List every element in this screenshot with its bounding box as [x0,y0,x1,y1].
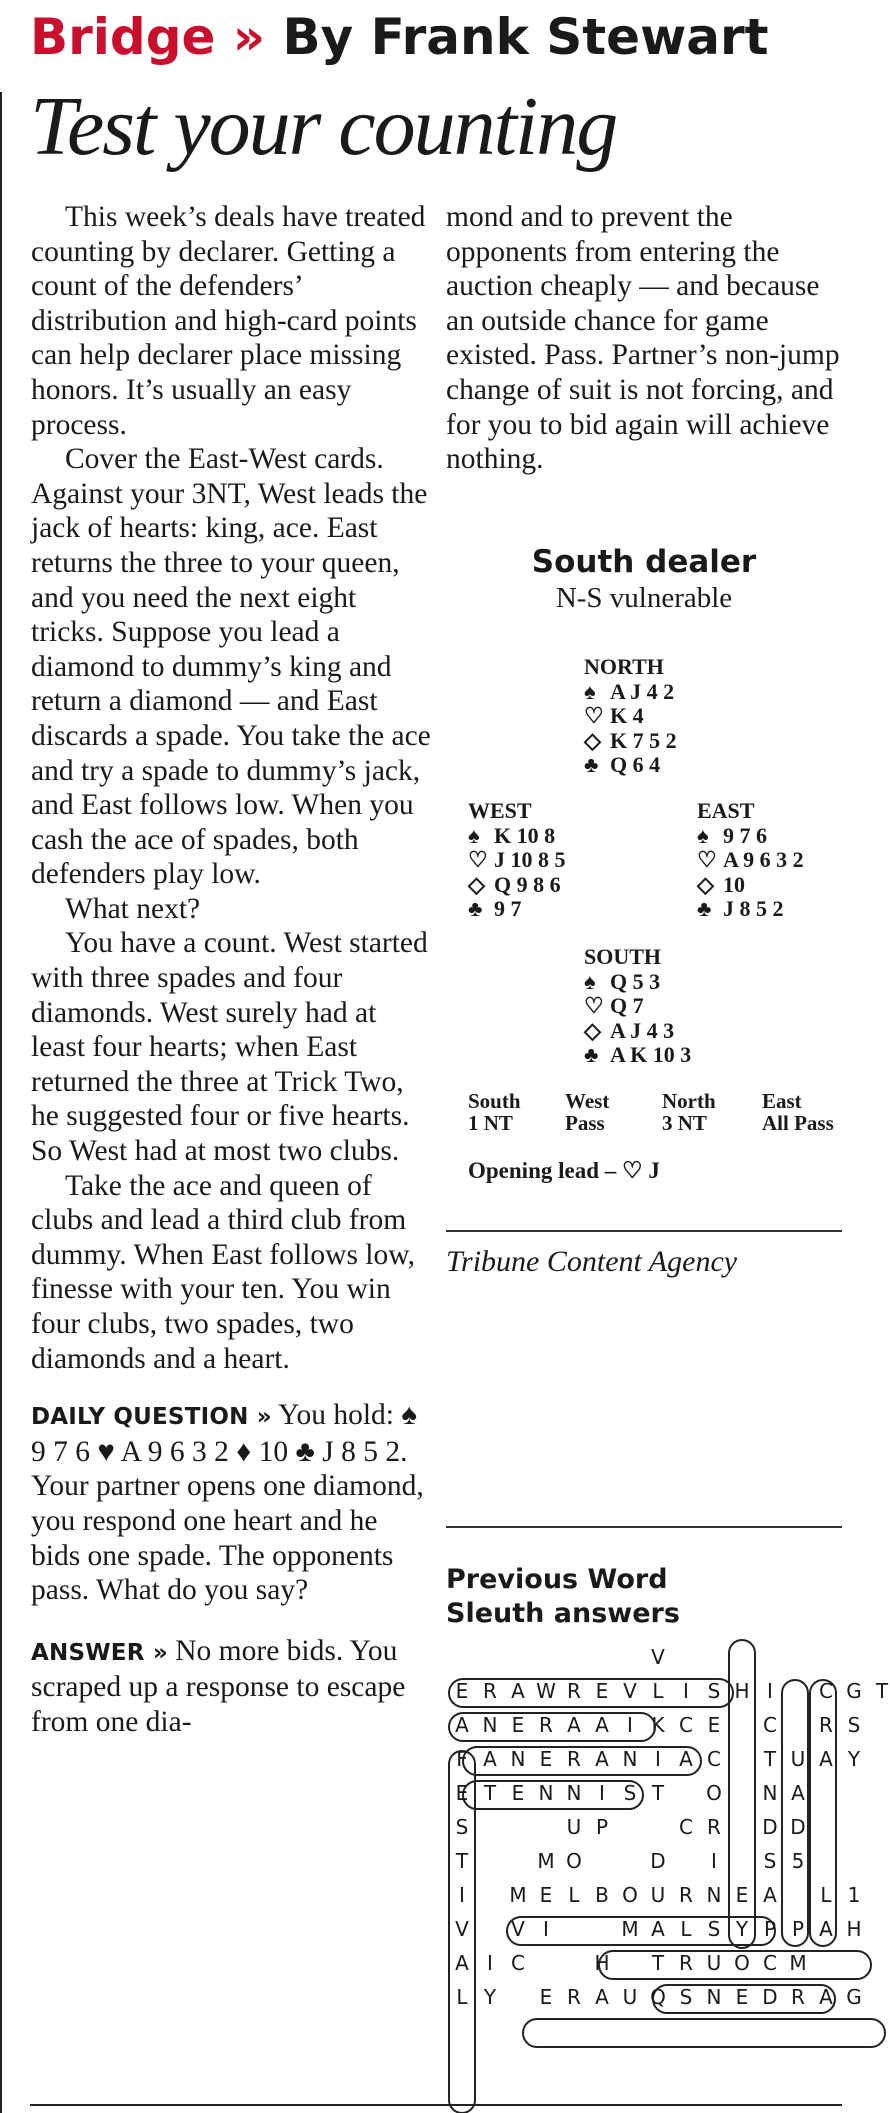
word-sleuth-letter: O [734,1951,750,1975]
word-sleuth-letter: E [511,1781,525,1805]
hand-name: EAST [697,798,755,823]
auction-call: All Pass [762,1111,834,1135]
word-sleuth-letter: T [651,1951,665,1975]
word-sleuth-letter: S [455,1815,469,1839]
word-sleuth-letter: A [595,1713,609,1737]
bottom-rule [30,2104,842,2106]
word-sleuth-letter: E [595,1679,609,1703]
east-spades: 9 7 6 [723,822,767,848]
word-sleuth-letter: L [820,1883,832,1907]
word-sleuth-letter: A [819,1747,833,1771]
club-icon: ♣ [697,896,712,921]
word-sleuth-letter: I [459,1883,465,1907]
word-sleuth-letter: I [627,1713,633,1737]
word-sleuth-letter: O [622,1883,638,1907]
word-sleuth-letter: H [734,1679,750,1703]
heart-icon: ♡ [468,847,488,872]
word-sleuth-letter: E [539,1747,553,1771]
word-sleuth-letter: 5 [791,1849,805,1873]
word-sleuth-letter: E [735,1883,749,1907]
word-sleuth-letter: A [819,1985,833,2009]
word-sleuth-letter: E [539,1985,553,2009]
word-sleuth-letter: V [455,1917,469,1941]
paragraph-intro: This week’s deals have treated counting by declarer. Getting a count of the defenders’ distribution and high-card points can help declarer place missing honors. It’s usually an easy process. [31,201,426,441]
opening-lead: Opening lead – ♡ J [468,1158,660,1183]
daily-question-label: DAILY QUESTION » [31,1404,272,1431]
word-sleuth-letter: V [623,1679,637,1703]
word-sleuth-letter: R [679,1883,693,1907]
word-sleuth-letter: T [763,1747,777,1771]
heart-icon: ♡ [584,703,604,728]
word-sleuth-letter: I [543,1917,549,1941]
hand-name: SOUTH [584,944,662,969]
south-hearts: Q 7 [610,993,644,1018]
auction-column [565,1090,609,1134]
answer-text: No more bids. You scraped up a response to escape from one dia- [31,1634,406,1738]
paragraph-play: Cover the East-West cards. Against your 3NT, West leads the jack of hearts: king, ace. East returns the three to your queen, and you need the next eight tricks. Suppose you lead a diamond to dummy’s king and return a diamond — and East discards a spade. You take the ace and try a spade to dummy’s jack, and East follows low. When you cash the ace of spades, both defenders play low. [31,443,431,891]
west-clubs: 9 7 [494,896,522,921]
word-sleuth-letter: R [539,1713,553,1737]
diamond-icon: ◇ [584,1017,601,1043]
club-icon: ♣ [584,1042,599,1067]
word-sleuth-letter: I [487,1951,493,1975]
south-diamonds: A J 4 3 [610,1017,675,1043]
word-sleuth-letter: S [679,1985,693,2009]
word-sleuth-letter: S [707,1917,721,1941]
west-diamonds: Q 9 8 6 [494,871,561,897]
agency-credit: Tribune Content Agency [446,1245,738,1278]
hand-east [697,799,804,922]
diamond-icon: ◇ [584,727,601,753]
word-sleuth-letter: N [706,1985,722,2009]
spade-icon: ♠ [697,822,709,848]
word-sleuth-letter: K [651,1713,665,1737]
word-sleuth-letter: C [511,1951,525,1975]
hand-south [584,945,691,1068]
word-sleuth-letter: I [655,1747,661,1771]
north-clubs: Q 6 4 [610,752,661,777]
word-sleuth-letter: L [568,1883,580,1907]
word-sleuth-letter: A [651,1917,665,1941]
spade-icon: ♠ [468,822,480,848]
word-sleuth-letter: P [791,1917,805,1941]
word-sleuth-letter: V [651,1645,665,1669]
word-sleuth-letter: D [762,1985,778,2009]
word-sleuth-letter: 1 [847,1883,861,1907]
word-sleuth-letter: N [482,1713,498,1737]
column-header [30,8,769,66]
word-sleuth-letter: S [847,1713,861,1737]
word-sleuth-letter: G [846,1679,862,1703]
spade-icon: ♠ [584,678,596,704]
word-sleuth-letter: U [790,1747,806,1771]
word-sleuth-letter: U [566,1815,582,1839]
south-spades: Q 5 3 [610,968,661,994]
word-sleuth-letter: S [707,1679,721,1703]
paragraph-count: You have a count. West started with three spades and four diamonds. West surely had at least four hearts; when East returned the three at Trick Two, he suggested four or five hearts. So West had at most two clubs. [31,927,428,1168]
word-sleuth-letter: W [536,1679,556,1703]
north-diamonds: K 7 5 2 [610,727,677,753]
divider [446,1526,842,1528]
word-sleuth-letter: G [846,1985,862,2009]
word-sleuth-letter: F [456,1747,468,1771]
word-sleuth-letter: A [791,1781,805,1805]
word-sleuth-letter: A [595,1747,609,1771]
word-sleuth-letter: T [455,1849,469,1873]
diamond-icon: ◇ [697,871,714,897]
word-sleuth-letter: A [819,1917,833,1941]
word-sleuth-letter: B [595,1883,609,1907]
word-sleuth-letter: R [819,1713,833,1737]
hand-north [584,655,677,778]
word-sleuth-letter: M [537,1849,555,1873]
auction-column [468,1090,521,1134]
word-sleuth-letter: A [763,1883,777,1907]
divider [446,1230,842,1232]
word-sleuth-letter: Y [735,1917,749,1941]
word-sleuth-letter: C [763,1951,777,1975]
word-sleuth-letter: C [679,1815,693,1839]
heart-icon: ♡ [584,993,604,1018]
auction-call: 1 NT [468,1111,513,1135]
club-icon: ♣ [468,896,483,921]
word-sleuth-letter: D [790,1815,806,1839]
word-sleuth-letter: E [511,1713,525,1737]
word-sleuth-letter: A [567,1713,581,1737]
word-sleuth-letter: T [483,1781,497,1805]
north-spades: A J 4 2 [610,678,675,704]
hand-name: WEST [468,798,532,823]
word-sleuth-letter: R [567,1747,581,1771]
word-sleuth-letter: T [651,1781,665,1805]
word-sleuth-letter: C [707,1747,721,1771]
auction-seat: South [468,1089,521,1113]
word-sleuth-letter: N [706,1883,722,1907]
word-sleuth-letter: E [707,1713,721,1737]
left-column-rule [0,92,2,2113]
heading-line: Sleuth answers [446,1598,680,1629]
word-sleuth-letter: A [511,1679,525,1703]
word-sleuth-letter: E [455,1781,469,1805]
auction-seat: West [565,1089,610,1113]
south-clubs: A K 10 3 [610,1042,692,1067]
word-sleuth-letter: R [483,1679,497,1703]
word-sleuth-letter: R [567,1985,581,2009]
paragraph-solution: Take the ace and queen of clubs and lead a third club from dummy. When East follows low, finesse with your ten. You win four clubs, two spades, two diamonds and a heart. [31,1169,416,1375]
previous-answers-heading [446,1563,680,1631]
answer-loop [523,2019,885,2047]
word-sleuth-letter: A [455,1951,469,1975]
word-sleuth-letter: H [594,1951,610,1975]
word-sleuth-letter: A [483,1747,497,1771]
word-sleuth-letter: R [791,1985,805,2009]
word-sleuth-letter: A [455,1713,469,1737]
word-sleuth-letter: N [762,1781,778,1805]
word-sleuth-letter: U [650,1883,666,1907]
word-sleuth-letter: A [595,1985,609,2009]
word-sleuth-letter: C [763,1713,777,1737]
auction-call: Pass [565,1111,605,1135]
word-sleuth-letter: I [767,1679,773,1703]
heart-icon: ♡ [697,847,717,872]
word-sleuth-letter: M [621,1917,639,1941]
word-sleuth-letter: N [538,1781,554,1805]
article-title: Test your counting [30,80,617,173]
word-sleuth-letter: E [539,1883,553,1907]
word-sleuth-letter: V [511,1917,525,1941]
word-sleuth-letter: A [679,1747,693,1771]
section-brand: Bridge » [30,8,266,66]
diamond-icon: ◇ [468,871,485,897]
left-column [31,200,431,1740]
word-sleuth-letter: R [567,1679,581,1703]
word-sleuth-letter: L [680,1917,692,1941]
word-sleuth-letter: P [763,1917,777,1941]
answer [31,1634,431,1740]
word-sleuth-letter: O [566,1849,582,1873]
paragraph-question: What next? [65,892,201,925]
word-sleuth-letter: Y [483,1985,497,2009]
spade-icon: ♠ [584,968,596,994]
word-sleuth-letter: O [706,1781,722,1805]
vulnerability: N-S vulnerable [555,582,733,614]
auction-seat: North [662,1089,716,1113]
auction-call: 3 NT [662,1111,707,1135]
word-sleuth-letter: T [875,1679,889,1703]
right-column [446,200,841,477]
word-sleuth-letter: M [789,1951,807,1975]
word-sleuth-letter: L [652,1679,664,1703]
club-icon: ♣ [584,752,599,777]
west-hearts: J 10 8 5 [494,847,566,872]
word-sleuth-letter: Q [650,1985,666,2009]
word-sleuth-letter: N [622,1747,638,1771]
east-clubs: J 8 5 2 [723,896,784,921]
word-sleuth-letter: S [623,1781,637,1805]
word-sleuth-letter: E [735,1985,749,2009]
heading-line: Previous Word [446,1564,668,1595]
word-sleuth-letter: U [706,1951,722,1975]
answer-continuation: mond and to prevent the opponents from entering the auction cheaply — and because an outside chance for game existed. Pass. Partner’s non-jump change of suit is not forcing, and for you to bid again will achieve nothing. [446,201,840,476]
word-sleuth-letter: L [456,1985,468,2009]
dealer-heading: South dealer [531,544,757,580]
north-hearts: K 4 [610,703,644,728]
word-sleuth-letter: I [599,1781,605,1805]
word-sleuth-letter: I [711,1849,717,1873]
word-sleuth-letter: Y [847,1747,861,1771]
word-sleuth-letter: D [762,1815,778,1839]
east-hearts: A 9 6 3 2 [723,847,804,872]
word-sleuth-letter: S [763,1849,777,1873]
word-sleuth-letter: I [683,1679,689,1703]
daily-question-text: You hold: ♠ 9 7 6 ♥ A 9 6 3 2 ♦ 10 ♣ J 8 5 2. Your partner opens one diamond, you respond one heart and he bids one spade. The opponents pass. What do you say? [31,1399,424,1607]
word-sleuth-letter: R [679,1951,693,1975]
hand-name: NORTH [584,654,664,679]
word-sleuth-letter: P [595,1815,609,1839]
word-sleuth-letter: R [707,1815,721,1839]
auction-column [762,1090,834,1134]
word-sleuth-letter: M [509,1883,527,1907]
word-sleuth-letter: C [679,1713,693,1737]
east-diamonds: 10 [723,871,745,897]
word-sleuth-letter: D [650,1849,666,1873]
word-sleuth-letter: C [819,1679,833,1703]
hand-west [468,799,566,922]
word-sleuth-letter: N [510,1747,526,1771]
word-sleuth-letter: N [566,1781,582,1805]
byline: By Frank Stewart [282,8,769,66]
auction-column [662,1090,716,1134]
west-spades: K 10 8 [494,822,556,848]
word-sleuth-letter: U [622,1985,638,2009]
daily-question [31,1398,431,1608]
auction-seat: East [762,1089,802,1113]
word-sleuth-letter: H [846,1917,862,1941]
word-sleuth-letter: E [455,1679,469,1703]
answer-label: ANSWER » [31,1639,168,1666]
